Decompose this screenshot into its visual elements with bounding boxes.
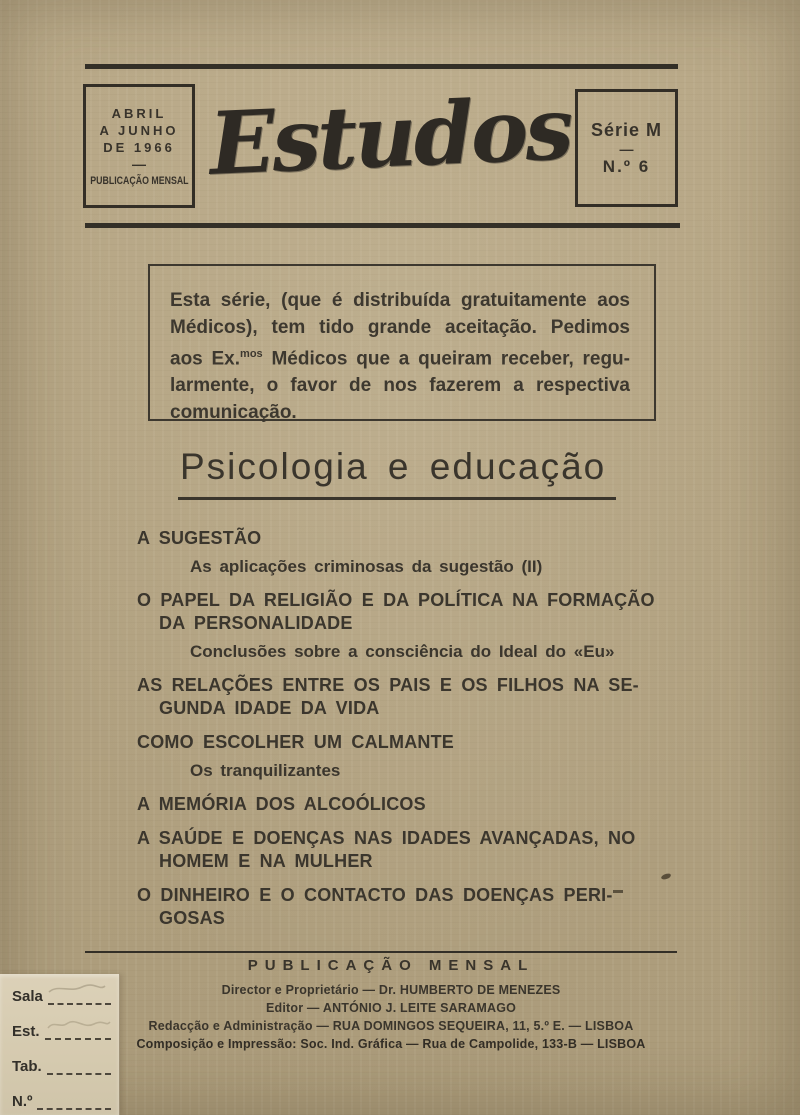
notice-line: comunicação. (170, 402, 297, 424)
toc-subheading: Os tranquilizantes (190, 761, 341, 780)
toc-subheading: As aplicações criminosas da sugestão (II) (190, 557, 543, 576)
toc-heading-continuation: HOMEM E NA MULHER (159, 851, 373, 871)
exmos-superscript: mos (240, 348, 263, 360)
toc-heading: COMO ESCOLHER UM CALMANTE (137, 732, 454, 752)
stamp-row-numero (12, 1091, 111, 1110)
issue-number-label: N.º 6 (602, 156, 651, 176)
issue-frequency-label: PUBLICAÇÃO MENSAL (89, 175, 189, 187)
library-stamp-slip (0, 974, 120, 1115)
toc-heading: O DINHEIRO E O CONTACTO DAS DOENÇAS PERI- (137, 885, 613, 905)
printer-line: Composição e Impressão: Soc. Ind. Gráfica — Rua de Campolide, 133-B — LISBOA (136, 1037, 646, 1051)
notice-line (170, 341, 630, 372)
stamp-row-sala (12, 986, 111, 1005)
toc-item-memoria-alcoolicos (137, 793, 685, 816)
notice-line: larmente, o favor de nos fazerem a respectiva (170, 375, 630, 397)
stamp-dash-line (37, 1098, 111, 1110)
toc-item-como-escolher-calmante (137, 731, 685, 782)
toc-heading: A SUGESTÃO (137, 528, 262, 548)
notice-line: Esta série, (que é distribuída gratuitamente aos (170, 290, 630, 311)
address-line: Redacção e Administração — RUA DOMINGOS SEQUEIRA, 11, 5.º E. — LISBOA (148, 1019, 634, 1033)
stamp-label: N.º (12, 1093, 33, 1110)
toc-heading: AS RELAÇÕES ENTRE OS PAIS E OS FILHOS NA SE- (137, 675, 639, 695)
toc-item-saude-doencas-idades (137, 827, 685, 873)
issue-month-line: ABRIL (111, 106, 167, 121)
header-top-rule (85, 64, 678, 69)
toc-item-relacoes-pais-filhos (137, 674, 685, 720)
notice-line3-post: Médicos que a queiram receber, regu- (271, 348, 630, 370)
editor-line: Editor — ANTÓNIO J. LEITE SARAMAGO (265, 1001, 517, 1015)
toc-item-a-sugestao (137, 527, 685, 578)
imprint-masthead: PUBLICAÇÃO MENSAL (247, 957, 535, 974)
magazine-logo: Estudos (207, 78, 573, 195)
table-of-contents (137, 527, 685, 941)
series-label: Série M (590, 119, 663, 140)
issue-month-line: A JUNHO (99, 123, 179, 138)
stamp-label: Est. (12, 1023, 40, 1040)
handwriting-mark (46, 1015, 112, 1033)
toc-subheading: Conclusões sobre a consciência do Ideal do «Eu» (190, 642, 615, 661)
issue-period-box (83, 84, 195, 208)
stamp-label: Tab. (12, 1058, 42, 1075)
toc-heading-continuation: DA PERSONALIDADE (159, 613, 353, 633)
toc-heading-continuation: GUNDA IDADE DA VIDA (159, 698, 380, 718)
series-box-divider: — (619, 140, 634, 157)
stamp-label: Sala (12, 988, 43, 1005)
toc-heading: O PAPEL DA RELIGIÃO E DA POLÍTICA NA FORMAÇÃO (137, 590, 655, 610)
series-number-box (575, 89, 678, 207)
header-bottom-rule (85, 223, 680, 228)
toc-heading: A SAÚDE E DOENÇAS NAS IDADES AVANÇADAS, NO (137, 828, 636, 848)
stamp-row-tab (12, 1056, 111, 1075)
toc-item-dinheiro-contacto-doencas (137, 884, 685, 930)
notice-line: Médicos), tem tido grande aceitação. Pedimos (170, 317, 630, 338)
toc-item-papel-religiao-politica (137, 589, 685, 663)
toc-heading: A MEMÓRIA DOS ALCOÓLICOS (137, 794, 426, 814)
subscription-notice-box (148, 264, 656, 424)
footer-rule (85, 951, 677, 953)
stamp-row-est (12, 1021, 111, 1040)
issue-box-divider: — (132, 156, 146, 172)
notice-line3-pre: aos Ex. (170, 348, 241, 370)
director-line: Director e Proprietário — Dr. HUMBERTO DE MENEZES (221, 983, 561, 997)
stamp-dash-line (47, 1063, 111, 1075)
issue-year-line: DE 1966 (103, 140, 175, 155)
ink-speck (613, 890, 623, 893)
section-title: Psicologia e educação (178, 446, 616, 500)
toc-heading-continuation: GOSAS (159, 908, 226, 928)
imprint-block (105, 957, 677, 1053)
handwriting-mark (46, 980, 108, 998)
